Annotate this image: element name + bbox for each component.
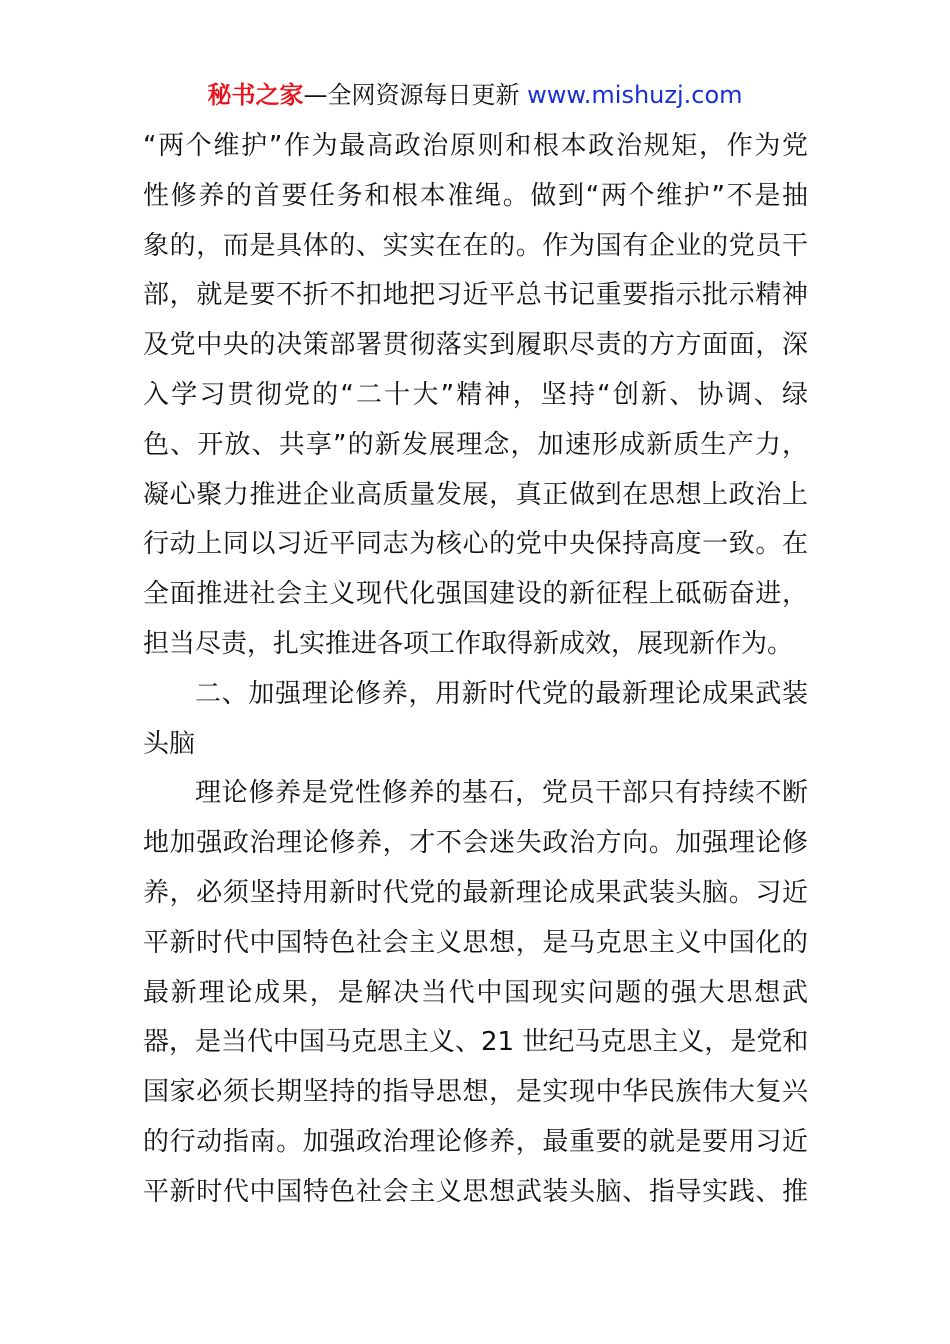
text-line: 行动上同以习近平同志为核心的党中央保持高度一致。在 <box>143 529 808 560</box>
text-line: “两个维护”作为最高政治原则和根本政治规矩，作为党 <box>143 131 808 161</box>
text-line: 凝心聚力推进企业高质量发展，真正做到在思想上政治上 <box>143 479 808 510</box>
text-line: 国家必须长期坚持的指导思想，是实现中华民族伟大复兴 <box>143 1077 808 1108</box>
text-line: 部，就是要不折不扣地把习近平总书记重要指示批示精神 <box>143 280 808 311</box>
text-line: 头脑 <box>143 728 196 759</box>
text-line: 及党中央的决策部署贯彻落实到履职尽责的方方面面，深 <box>143 330 808 361</box>
text-line: 担当尽责，扎实推进各项工作取得新成效，展现新作为。 <box>143 628 794 659</box>
text-line: 性修养的首要任务和根本准绳。做到“两个维护”不是抽 <box>143 180 808 211</box>
text-line: 色、开放、共享”的新发展理念，加速形成新质生产力， <box>143 429 808 460</box>
site-tagline: —全网资源每日更新 <box>303 81 528 109</box>
text-line: 二、加强理论修养，用新时代党的最新理论成果武装 <box>195 678 808 709</box>
text-line: 器，是当代中国马克思主义、21 世纪马克思主义，是党和 <box>143 1027 808 1058</box>
text-line: 入学习贯彻党的“二十大”精神，坚持“创新、协调、绿 <box>143 379 808 410</box>
text-line: 象的，而是具体的、实实在在的。作为国有企业的党员干 <box>143 230 808 261</box>
site-brand: 秘书之家 <box>207 81 304 109</box>
text-line: 全面推进社会主义现代化强国建设的新征程上砥砺奋进， <box>143 579 808 610</box>
text-line: 平新时代中国特色社会主义思想武装头脑、指导实践、推 <box>143 1176 808 1207</box>
site-header <box>0 78 950 112</box>
document-body <box>143 122 808 1218</box>
site-url-link[interactable]: www.mishuzj.com <box>527 81 743 109</box>
text-line: 平新时代中国特色社会主义思想，是马克思主义中国化的 <box>143 927 808 958</box>
text-line: 养，必须坚持用新时代党的最新理论成果武装头脑。习近 <box>143 877 808 908</box>
text-line: 地加强政治理论修养，才不会迷失政治方向。加强理论修 <box>143 828 808 859</box>
text-line: 的行动指南。加强政治理论修养，最重要的就是要用习近 <box>143 1126 808 1157</box>
text-line: 最新理论成果，是解决当代中国现实问题的强大思想武 <box>143 977 808 1008</box>
text-line: 理论修养是党性修养的基石，党员干部只有持续不断 <box>195 778 808 809</box>
